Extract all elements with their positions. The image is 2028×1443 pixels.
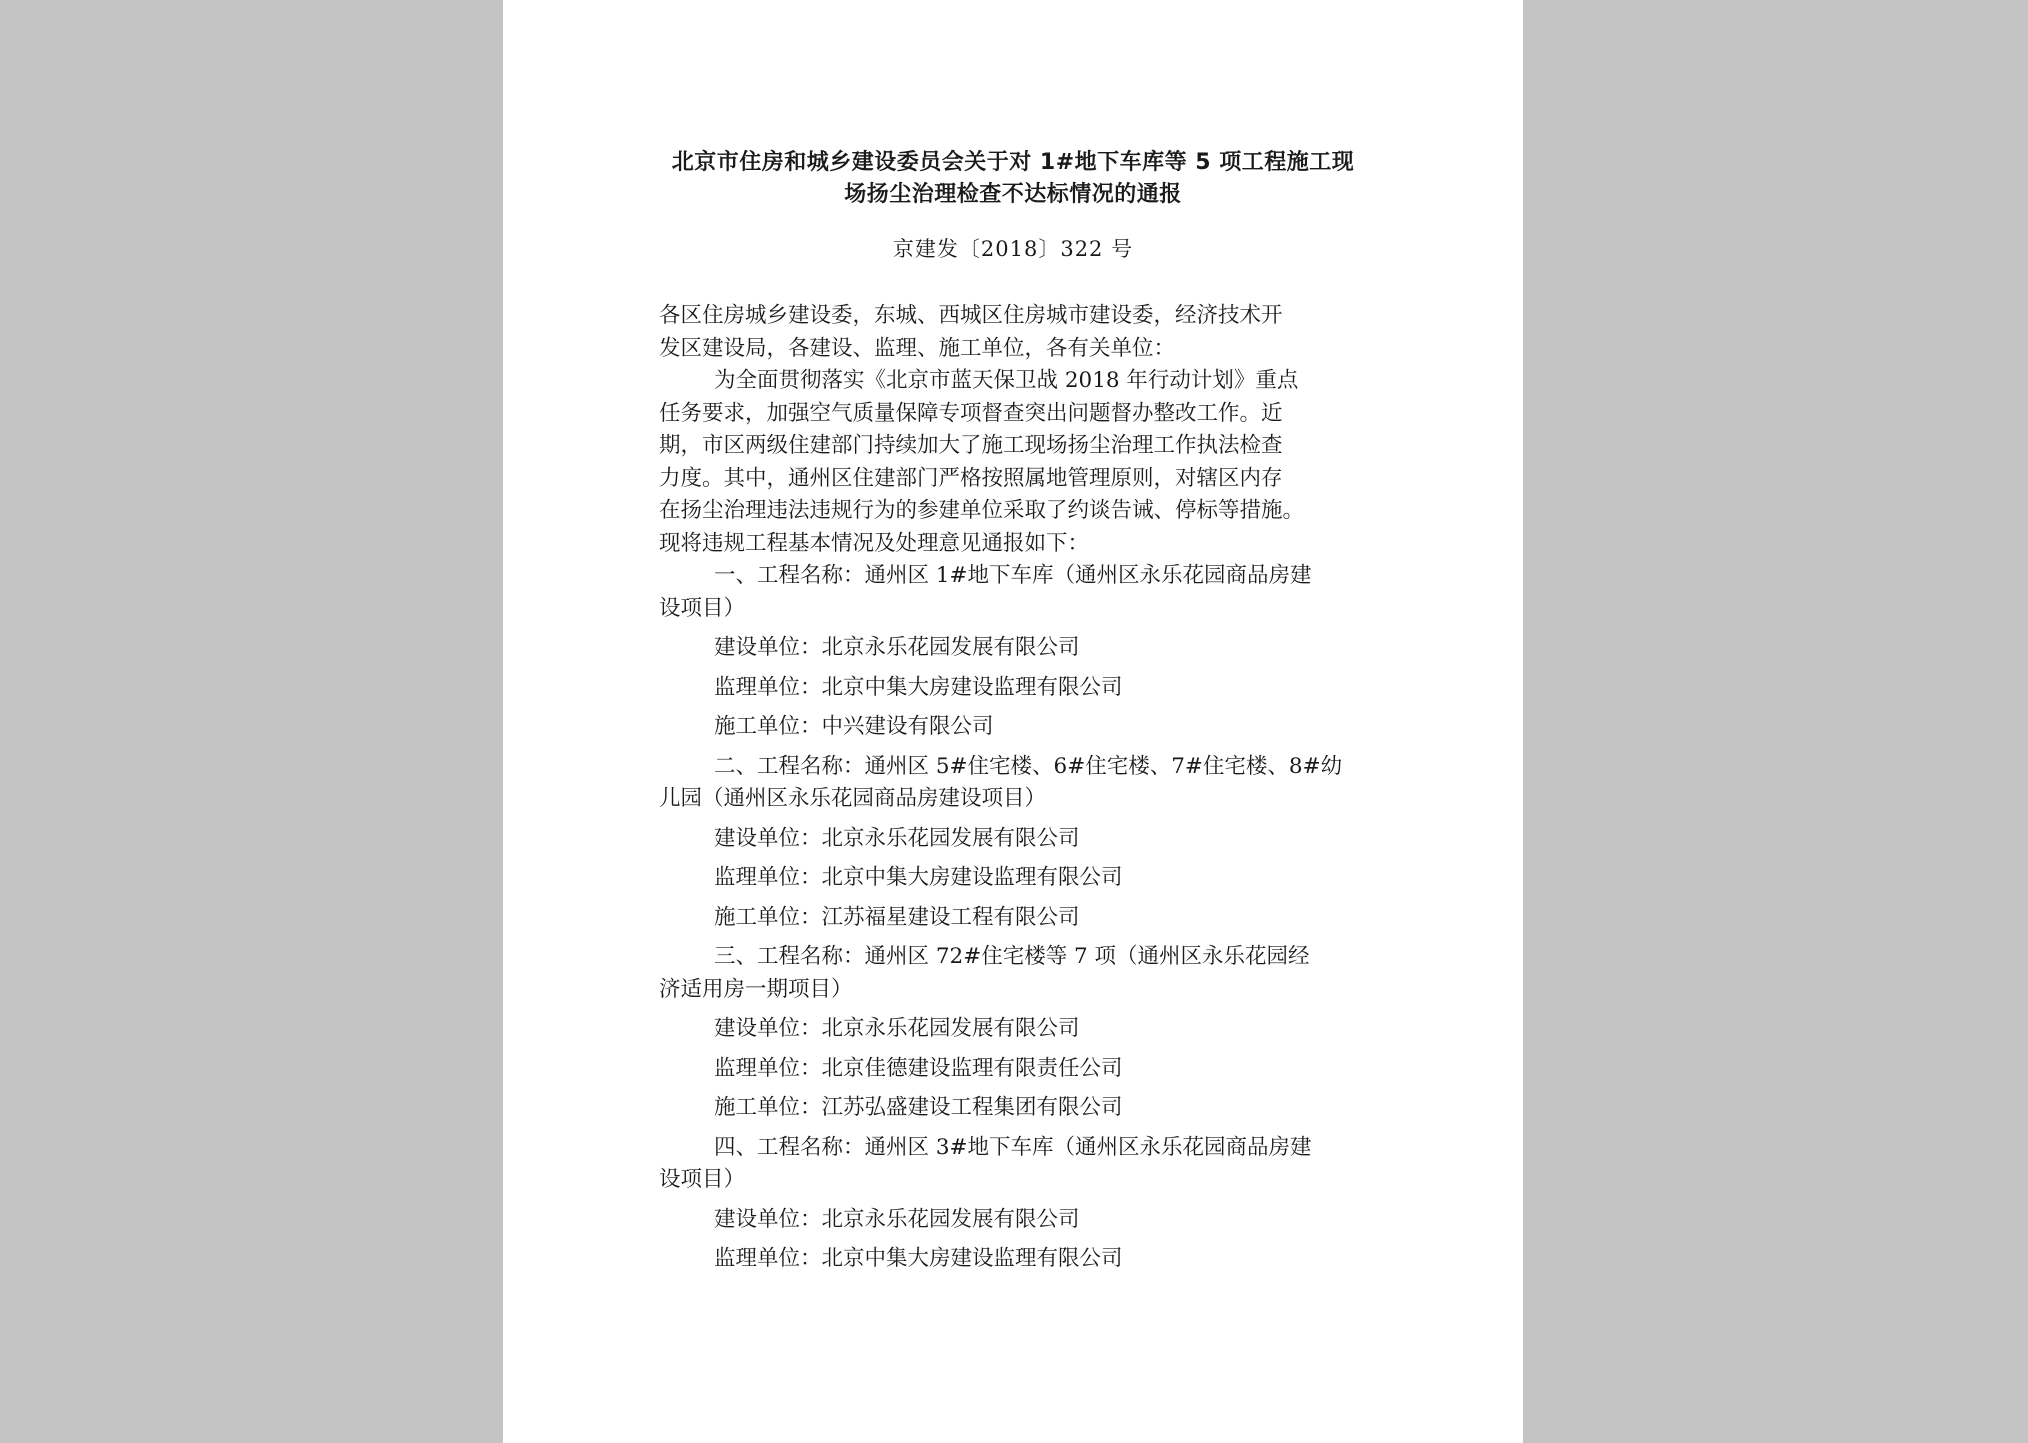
project-developer: 建设单位：北京永乐花园发展有限公司 <box>714 1206 1080 1232</box>
project-developer: 建设单位：北京永乐花园发展有限公司 <box>714 635 1080 660</box>
project-supervisor: 监理单位：北京中集大房建设监理有限公司 <box>714 865 1123 890</box>
project-name-line: 设项目） <box>659 595 746 621</box>
project-supervisor: 监理单位：北京中集大房建设监理有限公司 <box>714 1246 1123 1271</box>
intro-paragraph-line: 力度。其中，通州区住建部门严格按照属地管理原则，对辖区内存 <box>659 465 1283 491</box>
project-developer: 建设单位：北京永乐花园发展有限公司 <box>714 825 1080 851</box>
document-number: 京建发〔2018〕322 号 <box>892 237 1134 261</box>
intro-paragraph-line: 任务要求，加强空气质量保障专项督查突出问题督办整改工作。近 <box>659 400 1283 426</box>
intro-paragraph-line: 期，市区两级住建部门持续加大了施工现场扬尘治理工作执法检查 <box>659 433 1283 458</box>
addressee-line: 发区建设局，各建设、监理、施工单位，各有关单位： <box>659 335 1176 361</box>
project-name-line: 四、工程名称：通州区 3#地下车库（通州区永乐花园商品房建 <box>714 1134 1312 1160</box>
project-name-line: 设项目） <box>659 1167 746 1192</box>
document-body <box>659 300 1367 1276</box>
project-name-line: 三、工程名称：通州区 72#住宅楼等 7 项（通州区永乐花园经 <box>714 944 1310 969</box>
project-contractor: 施工单位：中兴建设有限公司 <box>714 714 994 739</box>
document-title-line-1: 北京市住房和城乡建设委员会关于对 1#地下车库等 5 项工程施工现 <box>671 150 1355 175</box>
intro-paragraph-line: 为全面贯彻落实《北京市蓝天保卫战 2018 年行动计划》重点 <box>714 368 1299 393</box>
project-name-line: 济适用房一期项目） <box>659 976 853 1002</box>
addressee-line: 各区住房城乡建设委，东城、西城区住房城市建设委，经济技术开 <box>659 303 1283 328</box>
project-name-line: 一、工程名称：通州区 1#地下车库（通州区永乐花园商品房建 <box>714 563 1312 588</box>
project-name-line: 儿园（通州区永乐花园商品房建设项目） <box>659 786 1047 811</box>
project-contractor: 施工单位：江苏弘盛建设工程集团有限公司 <box>714 1095 1123 1120</box>
project-contractor: 施工单位：江苏福星建设工程有限公司 <box>714 904 1080 930</box>
project-name-line: 二、工程名称：通州区 5#住宅楼、6#住宅楼、7#住宅楼、8#幼 <box>714 753 1343 779</box>
document-title-line-2: 场扬尘治理检查不达标情况的通报 <box>844 182 1182 207</box>
project-supervisor: 监理单位：北京佳德建设监理有限责任公司 <box>714 1055 1123 1081</box>
document-page <box>503 0 1523 1443</box>
project-developer: 建设单位：北京永乐花园发展有限公司 <box>714 1016 1080 1041</box>
intro-paragraph-line: 在扬尘治理违法违规行为的参建单位采取了约谈告诫、停标等措施。 <box>659 498 1305 523</box>
project-supervisor: 监理单位：北京中集大房建设监理有限公司 <box>714 674 1123 700</box>
intro-paragraph-line: 现将违规工程基本情况及处理意见通报如下： <box>659 530 1090 556</box>
